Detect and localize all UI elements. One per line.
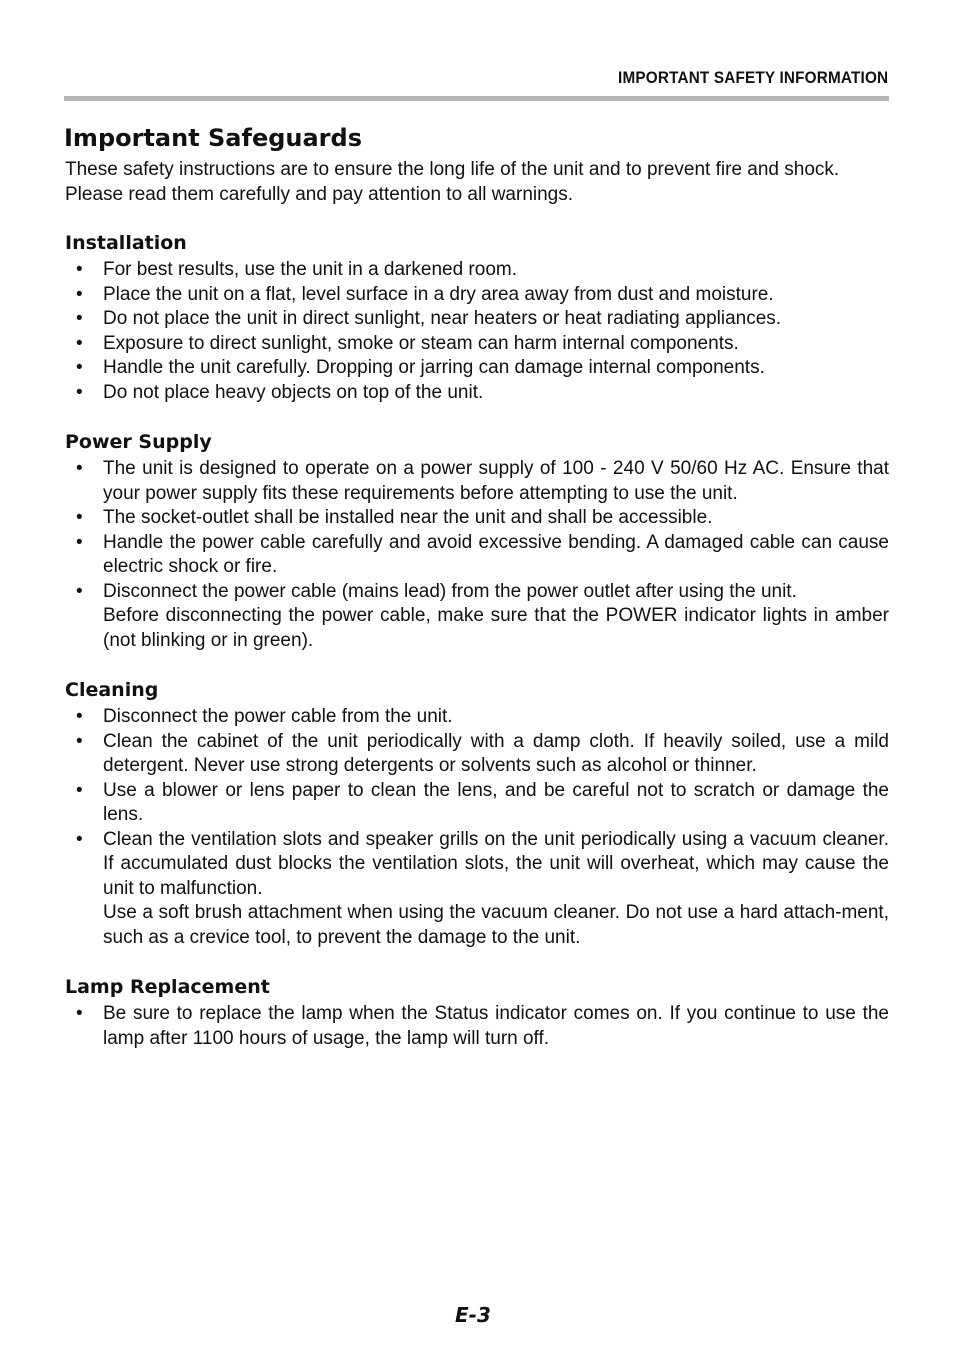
bullet: • xyxy=(76,580,83,602)
page-number: E-3 xyxy=(455,1303,491,1327)
list-item xyxy=(65,705,889,730)
bullet: • xyxy=(76,259,83,280)
header-title: IMPORTANT SAFETY INFORMATION xyxy=(617,68,888,87)
list-item-text: Exposure to direct sunlight, smoke or steam can harm internal components. xyxy=(103,332,739,354)
page-title: Important Safeguards xyxy=(64,124,362,152)
lamp-replacement-list xyxy=(65,1002,889,1051)
section-heading-power-supply: Power Supply xyxy=(65,431,212,453)
list-item-text: Use a blower or lens paper to clean the lens, and be careful not to scratch or damage the lens. xyxy=(103,779,889,825)
list-item-text: Place the unit on a flat, level surface in a dry area away from dust and moisture. xyxy=(103,283,774,305)
bullet: • xyxy=(76,531,83,553)
bullet: • xyxy=(76,779,83,801)
list-item xyxy=(65,381,889,406)
list-item xyxy=(65,258,889,283)
list-item-text: Clean the ventilation slots and speaker grills on the unit periodically using a vacuum cleaner. If accumulated dust blocks the ventilation slots, the unit will overheat, which may cause the unit to malfunction. xyxy=(103,828,889,899)
list-item-continuation: Use a soft brush attachment when using the vacuum cleaner. Do not use a hard attach-ment, such as a crevice tool, to prevent the damage to the unit. xyxy=(103,902,889,948)
header-divider xyxy=(64,96,889,101)
bullet: • xyxy=(76,458,83,479)
bullet: • xyxy=(76,1003,83,1024)
bullet: • xyxy=(76,706,83,727)
list-item xyxy=(65,506,889,531)
list-item xyxy=(65,332,889,357)
section-heading-lamp-replacement: Lamp Replacement xyxy=(65,976,270,998)
list-item xyxy=(65,580,889,654)
bullet: • xyxy=(76,730,83,752)
list-item xyxy=(65,828,889,951)
bullet: • xyxy=(76,308,83,329)
bullet: • xyxy=(76,828,83,850)
list-item-continuation: Before disconnecting the power cable, make sure that the POWER indicator lights in amber (not blinking or in green). xyxy=(103,605,889,651)
installation-list xyxy=(65,258,889,405)
list-item-text: Be sure to replace the lamp when the Status indicator comes on. If you continue to use the lamp after 1100 hours of usage, the lamp will turn off. xyxy=(103,1003,889,1049)
list-item-text: Disconnect the power cable from the unit. xyxy=(103,706,453,727)
list-item-text: The socket-outlet shall be installed near the unit and shall be accessible. xyxy=(103,507,713,528)
list-item xyxy=(65,457,889,506)
list-item xyxy=(65,283,889,308)
section-installation xyxy=(65,232,889,405)
list-item xyxy=(65,1002,889,1051)
list-item-text: Handle the power cable carefully and avoid excessive bending. A damaged cable can cause electric shock or fire. xyxy=(103,531,889,577)
list-item xyxy=(65,779,889,828)
list-item-text: Disconnect the power cable (mains lead) from the power outlet after using the unit. xyxy=(103,580,797,602)
list-item xyxy=(65,356,889,381)
bullet: • xyxy=(76,357,83,378)
list-item-text: For best results, use the unit in a darkened room. xyxy=(103,259,517,280)
bullet: • xyxy=(76,283,83,305)
list-item-text: Do not place heavy objects on top of the unit. xyxy=(103,381,484,403)
list-item-text: Clean the cabinet of the unit periodically with a damp cloth. If heavily soiled, use a mild detergent. Never use strong detergents or solvents such as alcohol or thinner. xyxy=(103,730,889,776)
list-item xyxy=(65,531,889,580)
bullet: • xyxy=(76,332,83,354)
section-power-supply xyxy=(65,431,889,653)
section-cleaning xyxy=(65,679,889,950)
bullet: • xyxy=(76,507,83,528)
section-heading-cleaning: Cleaning xyxy=(65,679,159,701)
bullet: • xyxy=(76,381,83,403)
section-heading-installation: Installation xyxy=(65,232,187,254)
list-item-text: The unit is designed to operate on a power supply of 100 - 240 V 50/60 Hz AC. Ensure that your power supply fits these requirements before attempting to use the unit. xyxy=(103,458,889,504)
power-supply-list xyxy=(65,457,889,653)
list-item xyxy=(65,730,889,779)
list-item-text: Do not place the unit in direct sunlight, near heaters or heat radiating appliances. xyxy=(103,308,782,329)
list-item-text: Handle the unit carefully. Dropping or jarring can damage internal components. xyxy=(103,357,765,378)
cleaning-list xyxy=(65,705,889,950)
section-lamp-replacement xyxy=(65,976,889,1051)
intro-paragraph: These safety instructions are to ensure the long life of the unit and to prevent fire and shock. Please read them carefully and pay attention to all warnings. xyxy=(65,159,840,205)
list-item xyxy=(65,307,889,332)
